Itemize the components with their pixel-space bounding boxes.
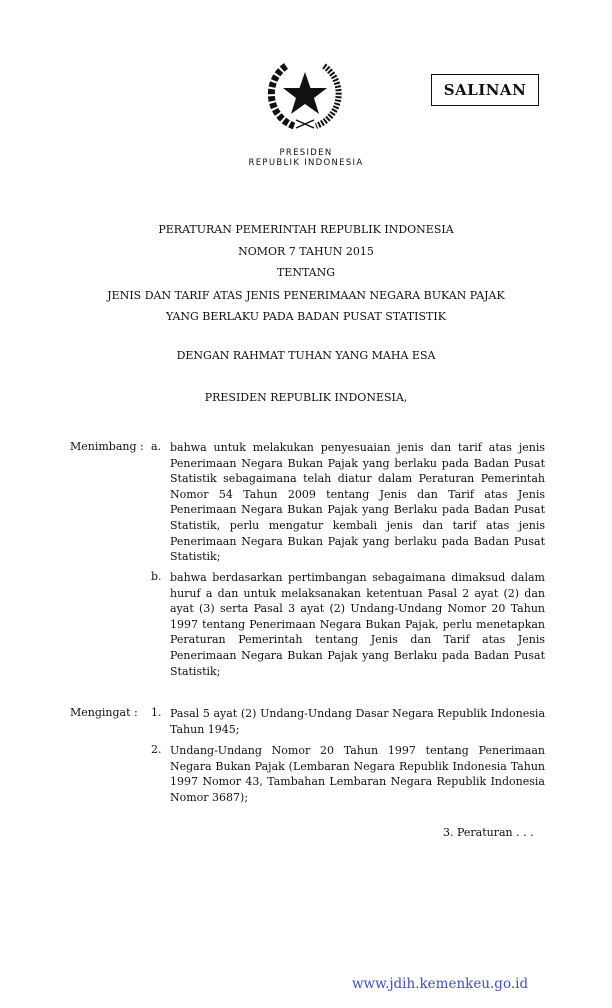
item-marker: a.	[151, 440, 162, 453]
footer-website-link[interactable]: www.jdih.kemenkeu.go.id	[352, 976, 529, 992]
item-marker: b.	[151, 570, 162, 583]
item-marker: 2.	[151, 743, 162, 756]
title-line-5: YANG BERLAKU PADA BADAN PUSAT STATISTIK	[166, 310, 446, 323]
office-label	[200, 148, 412, 168]
blessing: DENGAN RAHMAT TUHAN YANG MAHA ESA	[176, 349, 436, 362]
item-marker: 1.	[151, 706, 162, 719]
salinan-stamp: SALINAN	[431, 74, 539, 106]
menimbang-item-b: bahwa berdasarkan pertimbangan sebagaimana dimaksud dalam huruf a dan untuk melaksanakan ketentuan Pasal 2 ayat (2) dan ayat (3) serta Pasal 3 ayat (2) Undang-Undang Nomor 20 Tahun 1997 tentang Penerimaan Negara Bukan Pajak, perlu menetapkan Peraturan Pemerintah tentang Jenis dan Tarif atas Jenis Penerimaan Negara Bukan Pajak yang Berlaku pada Badan Pusat Statistik;	[170, 571, 545, 678]
presidential-emblem-icon	[266, 56, 344, 134]
mengingat-item-2: Undang-Undang Nomor 20 Tahun 1997 tentang Penerimaan Negara Bukan Pajak (Lembaran Negara Republik Indonesia Tahun 1997 Nomor 43, Tambahan Lembaran Negara Republik Indonesia Nomor 3687);	[170, 744, 545, 804]
continuation-marker: 3. Peraturan . . .	[443, 826, 534, 839]
title-line-1: PERATURAN PEMERINTAH REPUBLIK INDONESIA	[158, 223, 454, 236]
title-line-4: JENIS DAN TARIF ATAS JENIS PENERIMAAN NEGARA BUKAN PAJAK	[107, 289, 505, 302]
office-line-2: REPUBLIK INDONESIA	[248, 158, 364, 168]
title-line-2: NOMOR 7 TAHUN 2015	[238, 245, 374, 258]
president-heading: PRESIDEN REPUBLIK INDONESIA,	[204, 391, 408, 404]
menimbang-item-a: bahwa untuk melakukan penyesuaian jenis dan tarif atas jenis Penerimaan Negara Bukan Pajak yang berlaku pada Badan Pusat Statistik sebagaimana telah diatur dalam Peraturan Pemerintah Nomor 54 Tahun 2009 tentang Jenis dan Tarif atas Jenis Penerimaan Negara Bukan Pajak yang Berlaku pada Badan Pusat Statistik, perlu mengatur kembali jenis dan tarif atas jenis Penerimaan Negara Bukan Pajak yang berlaku pada Badan Pusat Statistik;	[170, 441, 545, 564]
mengingat-label: Mengingat :	[70, 706, 138, 719]
menimbang-label: Menimbang :	[70, 440, 144, 453]
title-line-3: TENTANG	[276, 266, 336, 279]
office-line-1: PRESIDEN	[279, 148, 333, 158]
mengingat-item-1: Pasal 5 ayat (2) Undang-Undang Dasar Negara Republik Indonesia Tahun 1945;	[170, 707, 545, 736]
